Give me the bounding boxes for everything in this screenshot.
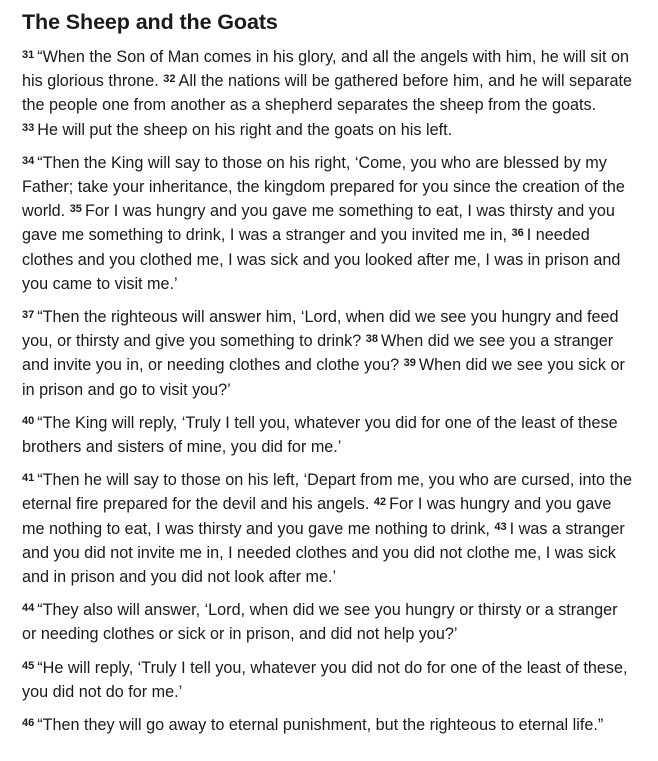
verse-number: 45 bbox=[22, 659, 35, 672]
verse-number: 39 bbox=[403, 357, 416, 370]
verse-number: 36 bbox=[511, 227, 524, 240]
verse-text: “Then he will say to those on his left, ‘Depart from me, you who are cursed, into the eternal fire prepared for the devil and his angels. bbox=[22, 471, 632, 514]
verse-text: “When the Son of Man comes in his glory, and all the angels with him, he will sit on his glorious throne. bbox=[22, 48, 629, 91]
verse-text: “Then they will go away to eternal punishment, but the righteous to eternal life.” bbox=[37, 716, 604, 735]
verse-text: For I was hungry and you gave me something to eat, I was thirsty and you gave me something to drink, I was a stranger and you invited me in, bbox=[22, 202, 615, 245]
verse-text: I needed clothes and you clothed me, I was sick and you looked after me, I was in prison and you came to visit me.’ bbox=[22, 226, 621, 293]
paragraph bbox=[22, 468, 636, 589]
verse-number: 43 bbox=[494, 520, 507, 533]
verse-text: “The King will reply, ‘Truly I tell you, whatever you did for one of the least of these brothers and sisters of mine, you did for me.’ bbox=[22, 413, 618, 457]
verse-text: For I was hungry and you gave me nothing to eat, I was thirsty and you gave me nothing to drink, bbox=[22, 495, 612, 538]
verse-number: 41 bbox=[22, 472, 35, 485]
verse-number: 32 bbox=[163, 73, 176, 86]
paragraph bbox=[22, 713, 636, 737]
paragraph bbox=[22, 305, 636, 402]
verse-text: All the nations will be gathered before him, and he will separate the people one from another as a shepherd separates the sheep from the goats. bbox=[22, 72, 633, 115]
verse-number: 46 bbox=[22, 717, 35, 730]
paragraph bbox=[22, 151, 636, 296]
verse-text: “He will reply, ‘Truly I tell you, whatever you did not do for one of the least of these, you did not do for me.’ bbox=[22, 658, 628, 701]
verse-number: 31 bbox=[22, 49, 35, 61]
paragraph bbox=[22, 598, 636, 646]
verse-text: When did we see you sick or in prison and go to visit you?’ bbox=[22, 356, 625, 399]
verse-number: 38 bbox=[365, 333, 378, 346]
verse-text: “Then the King will say to those on his right, ‘Come, you who are blessed by my Father; take your inheritance, the kingdom prepared for you since the creation of the world. bbox=[22, 153, 625, 221]
verse-text: He will put the sheep on his right and the goats on his left. bbox=[37, 120, 453, 139]
verse-number: 34 bbox=[22, 154, 35, 167]
verse-text: When did we see you a stranger and invite you in, or needing clothes and clothe you? bbox=[22, 332, 614, 375]
page-title: The Sheep and the Goats bbox=[22, 10, 278, 34]
paragraph bbox=[22, 411, 636, 459]
verse-number: 40 bbox=[22, 414, 35, 427]
verse-number: 44 bbox=[22, 602, 35, 615]
verse-number: 37 bbox=[22, 309, 35, 322]
verse-number: 42 bbox=[373, 496, 387, 509]
verse-text: “Then the righteous will answer him, ‘Lord, when did we see you hungry and feed you, or thirsty and give you something to drink? bbox=[22, 308, 619, 351]
paragraph bbox=[22, 656, 636, 704]
verse-number: 33 bbox=[22, 121, 35, 134]
verse-number: 35 bbox=[69, 203, 82, 216]
verse-text: “They also will answer, ‘Lord, when did we see you hungry or thirsty or a stranger or needing clothes or sick or in prison, and did not help you?’ bbox=[22, 601, 618, 644]
paragraph bbox=[22, 45, 636, 142]
verse-text: I was a stranger and you did not invite me in, I needed clothes and you did not clothe me, I was sick and in prison and you did not look after me.’ bbox=[22, 519, 625, 587]
